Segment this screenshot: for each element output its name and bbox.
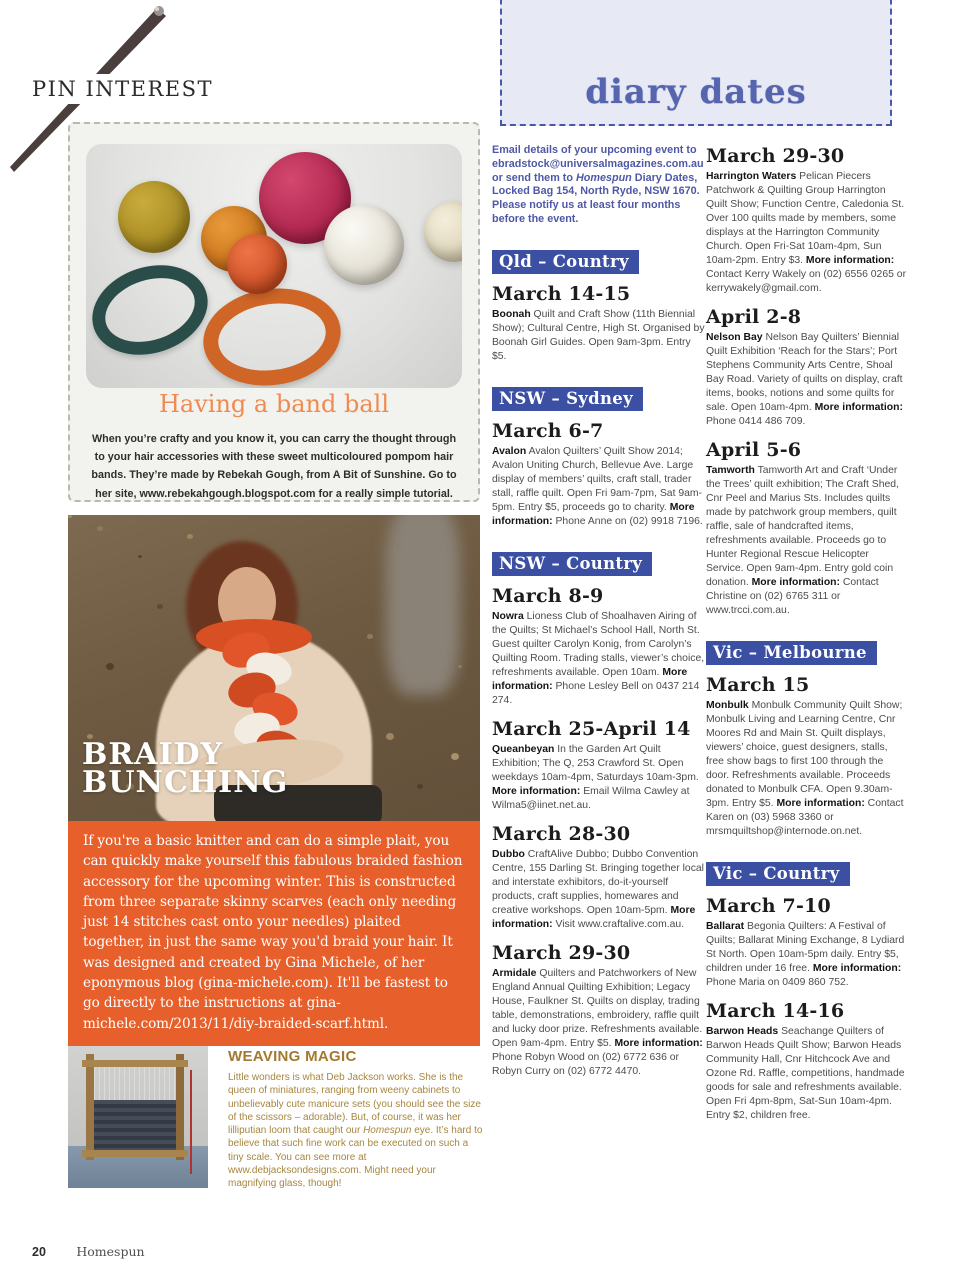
section-header: Vic – Melbourne (706, 641, 877, 665)
pin-interest-title: PIN INTEREST (32, 74, 221, 104)
event-description: Ballarat Begonia Quilters: A Festival of Quilts; Ballarat Mining Exchange, 8 Lydiard St North. Open 10am-5pm daily. Entry $5, children under 16 free. More information: Phone Maria on 0409 860 752. (706, 921, 905, 988)
more-information-label: More information: (614, 1037, 703, 1049)
loom-woven-cloth (94, 1100, 176, 1150)
event-location: Barwon Heads (706, 1026, 779, 1037)
pompom-photo (86, 144, 462, 388)
event-description: Nelson Bay Nelson Bay Quilters’ Biennial Quilt Exhibition ‘Reach for the Stars’; Port Stephens Community Arts Centre, Shoal Bay Road. Variety of quilts on display, craft items, books, notions and some quilts for sale. Open 10am-4pm. More information: Phone 0414 486 709. (706, 332, 903, 427)
event-date: March 29-30 (492, 941, 631, 964)
event-location: Nowra (492, 610, 524, 622)
white-pompom (324, 205, 404, 285)
weaving-magic-body: Little wonders is what Deb Jackson works. She is the queen of miniatures, ranging from weeny cabinets to unbelievably cute manicure sets (you should see the size of the scissors – adorable). But, of course, it was her lilliputian loom that caught our Homespun eye. It’s hard to believe that such fine work can be executed on such a tiny scale. You can see more at www.debjacksondesigns.com. Might need your magnifying glass, though! (228, 1072, 483, 1190)
braidy-bunching-title: BRAIDY BUNCHING (82, 737, 289, 801)
section-header: Vic – Country (706, 862, 850, 886)
event-date: April 5-6 (706, 439, 802, 461)
loom-photo (68, 1046, 208, 1188)
leaf-litter-texture (68, 515, 72, 518)
diary-dates-title: diary dates (585, 72, 807, 112)
more-information-label: More information: (492, 904, 696, 930)
event-location: Avalon (492, 445, 527, 457)
band-ball-card (68, 122, 480, 502)
event-location: Boonah (492, 308, 531, 320)
red-thread (190, 1070, 192, 1174)
mustard-pompom (118, 181, 190, 253)
event-description: Monbulk Monbulk Community Quilt Show; Monbulk Living and Learning Centre, Cnr Moores Rd and Main St. Quilt displays, viewers’ choice, guest designers, stalls, free show bags to first 100 through the door. Refreshments available. Proceeds donated to Monbulk CFA. Open 9.30am-3pm. Entry $5. More information: Contact Karen on (03) 5968 3360 or mrsmquiltshop@internode.on.net. (706, 700, 904, 837)
event-date: March 15 (706, 674, 810, 696)
diary-intro: Email details of your upcoming event to ebradstock@universalmagazines.com.au or send them to Homespun Diary Dates, Locked Bag 154, North Ryde, NSW 1670. Please notify us at least four months before the event. (492, 144, 704, 225)
event-description: Dubbo CraftAlive Dubbo; Dubbo Convention Centre, 155 Darling St. Bringing together local and interstate exhibitors, do-it-yourself products, craft supplies, homewares and creative workshops. Open 10am-5pm. More information: Visit www.craftalive.com.au. (492, 848, 704, 930)
event-location: Armidale (492, 967, 537, 979)
section-header: NSW – Sydney (492, 387, 643, 411)
event-location: Tamworth (706, 465, 755, 476)
more-information-label: More information: (492, 785, 581, 797)
event-location: Harrington Waters (706, 171, 797, 182)
event-date: March 6-7 (492, 419, 604, 442)
event-description: Tamworth Tamworth Art and Craft ‘Under the Trees’ quilt exhibition; The Craft Shed, Cnr Peel and Marius Sts. Includes quilts made by patchwork group members, quilt raffle, sale of handcrafted items, refreshments available. Proceeds go to Hunter Regional Rescue Helicopter Service. Open 9am-4pm. Entry gold coin donation. More information: Contact Christine on (02) 6765 311 or www.trcci.com.au. (706, 465, 899, 616)
event-date: March 29-30 (706, 145, 845, 167)
magazine-name: Homespun (76, 1244, 145, 1259)
loom-right-post (176, 1054, 184, 1160)
event-location: Nelson Bay (706, 332, 763, 343)
loom-top-bar (82, 1060, 188, 1067)
section-header: NSW – Country (492, 552, 652, 576)
page-footer (32, 1243, 145, 1261)
section-header: Qld – Country (492, 250, 639, 274)
event-description: Avalon Avalon Quilters’ Quilt Show 2014; Avalon Uniting Church, Bellevue Ave. Large display of members’ quilts, craft stall, trader stall, raffle quilt. Open Fri 9am-7pm, Sat 9am-5pm. Entry $5, proceeds go to charity. More information: Phone Anne on (02) 9918 7196. (492, 445, 703, 527)
teal-ring (86, 251, 219, 369)
event-date: March 25-April 14 (492, 717, 691, 740)
event-description: Armidale Quilters and Patchworkers of New England Annual Quilting Exhibition; Legacy House, Faulkner St. Quilts on display, trading table, demonstrations, embroidery, raffle quilt and lucky door prize. Refreshments available. Open 9am-4pm. Entry $5. More information: Phone Robyn Wood on (02) 6772 636 or Robyn Curry on (02) 6772 4470. (492, 967, 703, 1077)
event-location: Monbulk (706, 700, 749, 711)
tree-trunk (386, 515, 460, 695)
more-information-label: More information: (776, 798, 865, 809)
band-ball-body: When you’re crafty and you know it, you can carry the thought through to your hair accessories with these sweet multicoloured pompom hair bands. They’re made by Rebekah Gough, from A Bit of Sunshine. Go to her site, www.rebekahgough.blogspot.com for a really simple tutorial. (91, 433, 457, 500)
loom-left-post (86, 1054, 94, 1160)
cream-pompom (424, 202, 462, 262)
woman-scarf-photo (68, 515, 480, 821)
braidy-intro-box (68, 821, 480, 1046)
diary-column-right (706, 140, 908, 1133)
event-date: April 2-8 (706, 306, 802, 328)
event-location: Queanbeyan (492, 743, 555, 755)
weaving-magic-title: WEAVING MAGIC (228, 1048, 357, 1065)
coral-pompom (227, 234, 287, 294)
braidy-intro-text: If you're a basic knitter and can do a simple plait, you can quickly make yourself this fabulous braided fashion accessory for the upcoming winter. This is constructed from three separate skinny scarves (each only needing just 14 stitches cast onto your needles) plaited together, in just the same way you'd braid your hair. It was designed and created by Gina Michele, of her eponymous blog (gina-michele.com). It'll be fastest to go directly to the instructions at gina-michele.com/2013/11/diy-braided-scarf.html. (83, 833, 463, 1032)
more-information-label: More information: (812, 963, 902, 974)
event-date: March 14-16 (706, 1000, 845, 1022)
weaving-magic-article (228, 1048, 484, 1191)
more-information-label: More information: (751, 577, 840, 588)
event-date: March 28-30 (492, 822, 631, 845)
loom-bottom-bar (82, 1150, 188, 1157)
event-description: Harrington Waters Pelican Piecers Patchwork & Quilting Group Harrington Quilt Show; Function Centre, Caledonia St. Over 100 quilts made by members, some displays at the Harrington Community Church. Open Fri-Sat 10am-4pm, Sun 10am-2pm. Entry $3. More information: Contact Kerry Wakely on (02) 6556 0265 or kerrywakely@gmail.com. (706, 171, 907, 294)
event-description: Queanbeyan In the Garden Art Quilt Exhibition; The Q, 253 Crawford St. Open weekdays 10am-4pm, Saturdays 10am-3pm. More information: Email Wilma Cawley at Wilma5@iinet.net.au. (492, 743, 699, 811)
page-number: 20 (32, 1245, 46, 1259)
more-information-label: More information: (814, 402, 903, 413)
event-date: March 7-10 (706, 895, 831, 917)
diary-dates-panel (500, 0, 892, 126)
band-ball-headline: Having a band ball (158, 390, 389, 418)
more-information-label: More information: (805, 255, 895, 266)
more-information-label: More information: (492, 501, 695, 527)
more-information-label: More information: (492, 666, 688, 692)
event-description: Barwon Heads Seachange Quilters of Barwon Heads Quilt Show; Barwon Heads Community Hall, Cnr Hitchcock Ave and Ozone Rd. Raffle, competitions, handmade goods for sale and refreshments available. Open Fri 4pm-8pm, Sat-Sun 10am-4pm. Entry $2, children free. (706, 1026, 905, 1121)
diary-column-left (492, 140, 705, 1089)
event-location: Ballarat (706, 921, 745, 932)
event-date: March 14-15 (492, 282, 631, 305)
event-date: March 8-9 (492, 584, 604, 607)
event-description: Nowra Lioness Club of Shoalhaven Airing of the Quilts; St Michael’s School Hall, North St. Guest quilter Carolyn Konig, from Carolyn’s Quilting Room. Trading stalls, viewer’s choice, refreshments available. Open 10am. More information: Phone Lesley Bell on 0437 214 274. (492, 610, 705, 706)
event-location: Dubbo (492, 848, 525, 860)
orange-ring (197, 280, 347, 388)
event-description: Boonah Quilt and Craft Show (11th Biennial Show); Cultural Centre, High St. Organised by Boonah Girl Guides. Open 9am-3pm. Entry $5. (492, 308, 705, 362)
